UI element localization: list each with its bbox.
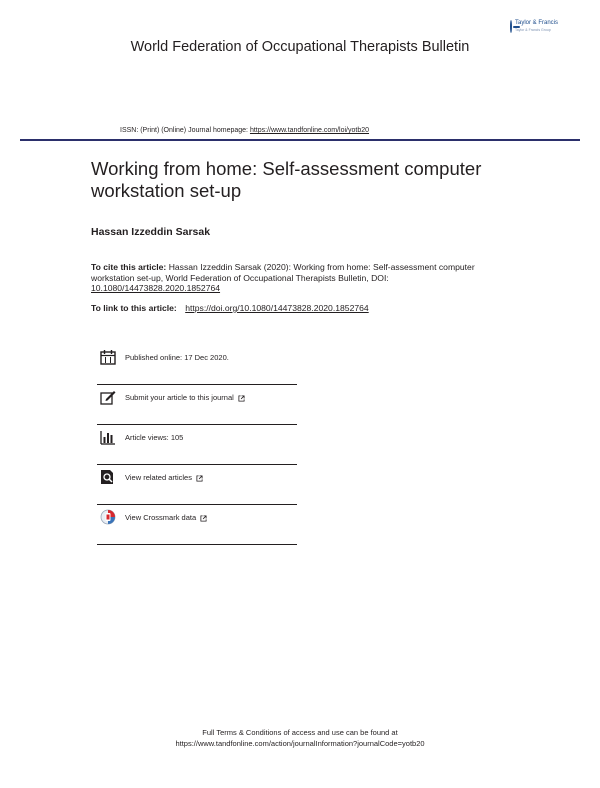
- article-info-list: [97, 345, 297, 550]
- article-link-line: [91, 303, 369, 313]
- citation-text: Hassan Izzeddin Sarsak (2020): Working from home: Self-assessment computer workstation set-up, World Federation of Occupational Therapists Bulletin, DOI:: [91, 262, 475, 283]
- submit-pencil-icon: [100, 389, 116, 405]
- view-related-articles-link[interactable]: View related articles: [125, 473, 192, 482]
- citation-label: To cite this article:: [91, 262, 167, 272]
- article-views-text: Article views: 105: [125, 433, 184, 442]
- published-date-text: Published online: 17 Dec 2020.: [125, 353, 229, 362]
- info-item-submit[interactable]: [97, 385, 297, 425]
- article-author: Hassan Izzeddin Sarsak: [91, 226, 211, 238]
- issn-label: ISSN: (Print) (Online) Journal homepage:: [120, 127, 248, 134]
- bar-chart-icon: [100, 429, 116, 445]
- publisher-logo-subtitle: Taylor & Francis Group: [515, 27, 551, 32]
- external-link-icon: [200, 515, 207, 522]
- info-item-views: [97, 425, 297, 465]
- article-title: Working from home: Self-assessment computer workstation set-up: [91, 158, 482, 201]
- footer-terms-text: Full Terms & Conditions of access and use can be found at: [202, 728, 398, 737]
- article-doi-url[interactable]: https://doi.org/10.1080/14473828.2020.1852764: [185, 303, 369, 313]
- external-link-icon: [196, 475, 203, 482]
- info-item-crossmark[interactable]: [97, 505, 297, 545]
- view-crossmark-link[interactable]: View Crossmark data: [125, 513, 197, 522]
- calendar-icon: [100, 349, 116, 365]
- citation-block: [91, 262, 511, 294]
- submit-article-link[interactable]: Submit your article to this journal: [125, 393, 234, 402]
- citation-doi-link[interactable]: 10.1080/14473828.2020.1852764: [91, 283, 221, 294]
- terms-footer: [0, 727, 600, 749]
- issn-line: [120, 127, 369, 134]
- article-link-label: To link to this article:: [91, 303, 177, 313]
- info-item-published: [97, 345, 297, 385]
- info-item-related[interactable]: [97, 465, 297, 505]
- publisher-logo-icon: [510, 20, 512, 33]
- info-divider: [97, 544, 297, 545]
- journal-homepage-link[interactable]: https://www.tandfonline.com/loi/yotb20: [249, 127, 370, 134]
- related-search-icon: [100, 469, 116, 485]
- header-divider: [20, 139, 580, 141]
- external-link-icon: [238, 395, 245, 402]
- publisher-logo-name: Taylor & Francis: [515, 19, 559, 26]
- journal-title: World Federation of Occupational Therapists Bulletin: [130, 39, 470, 55]
- crossmark-icon: [100, 509, 116, 525]
- publisher-logo: [510, 17, 558, 35]
- footer-journal-info-link[interactable]: https://www.tandfonline.com/action/journalInformation?journalCode=yotb20: [175, 739, 425, 748]
